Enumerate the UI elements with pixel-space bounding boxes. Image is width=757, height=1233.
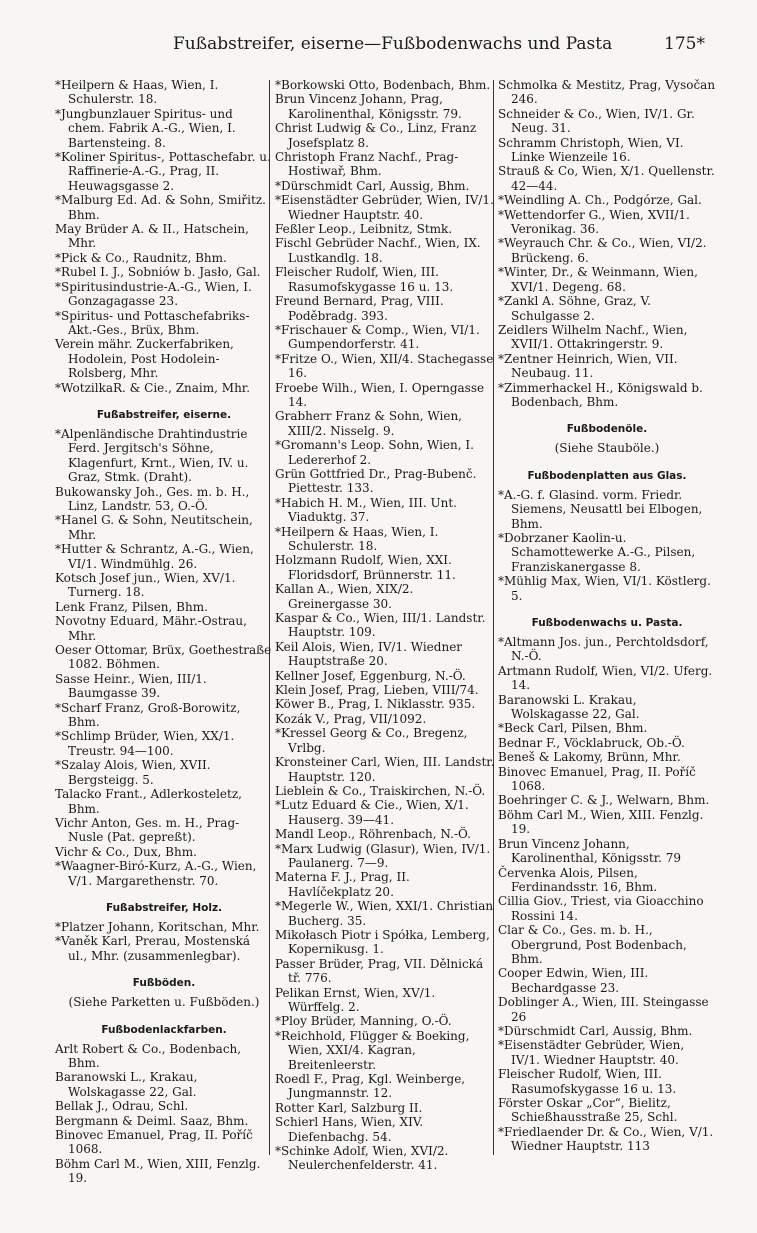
directory-entry (275, 496, 495, 525)
directory-entry (55, 571, 273, 600)
entry-text: Talacko Frant., Adlerkosteletz, Bhm. (55, 787, 242, 816)
directory-entry (498, 381, 716, 410)
entry-text: *Altmann Jos. jun., Perchtoldsdorf, N.-Ö. (498, 635, 709, 664)
entry-text: Verein mähr. Zuckerfabriken, Hodolein, Post Hodolein-Rolsberg, Mhr. (55, 337, 234, 381)
entry-text: *Fritze O., Wien, XII/4. Stachegasse 16. (275, 351, 494, 381)
directory-entry (498, 78, 716, 107)
directory-entry (55, 845, 273, 859)
entry-text: Vichr & Co., Dux, Bhm. (55, 844, 197, 859)
entry-text: *Mühlig Max, Wien, VI/1. Köstlerg. 5. (498, 574, 711, 603)
entry-list (55, 920, 273, 963)
entry-text: *Spiritus- und Pottaschefabriks-Akt.-Ges., Brüx, Bhm. (55, 308, 250, 337)
entry-text: *Zimmerhackel H., Königswald b. Bodenbach, Bhm. (498, 380, 703, 409)
directory-entry (55, 1070, 273, 1099)
directory-entry (55, 251, 273, 265)
directory-entry (275, 798, 495, 827)
directory-entry (498, 793, 716, 807)
directory-entry (55, 427, 273, 485)
directory-entry (275, 352, 495, 381)
directory-entry (498, 866, 716, 895)
entry-text: Fleischer Rudolf, Wien, III. Rasumofskygasse 16 u. 13. (498, 1067, 677, 1096)
entry-text: Cillia Giov., Triest, via Gioacchino Rossini 14. (498, 894, 704, 923)
entry-text: Mikołasch Piotr i Spółka, Lemberg, Kopernikusg. 1. (275, 927, 490, 957)
directory-entry (275, 928, 495, 957)
entry-text: *WotzilkaR. & Cie., Znaim, Mhr. (55, 380, 251, 395)
directory-entry (275, 323, 495, 352)
page-number: 175* (664, 34, 705, 54)
directory-entry (498, 1096, 716, 1125)
directory-entry (275, 697, 495, 711)
directory-entry (498, 837, 716, 866)
entry-text: *Schinke Adolf, Wien, XVI/2. Neulerchenfelderstr. 41. (275, 1144, 449, 1173)
entry-text: Lenk Franz, Pilsen, Bhm. (55, 599, 208, 614)
directory-entry (275, 1014, 495, 1028)
entry-text: Holzmann Rudolf, Wien, XXI. Floridsdorf, Brünnerstr. 11. (275, 553, 456, 582)
entry-text: Artmann Rudolf, Wien, VI/2. Uferg. 14. (498, 663, 713, 693)
directory-entry (498, 531, 716, 574)
entry-text: *Dürschmidt Carl, Aussig, Bhm. (275, 178, 470, 193)
entry-text: *Lutz Eduard & Cie., Wien, X/1. Hauserg. 39—41. (275, 798, 469, 827)
directory-entry (55, 816, 273, 845)
entry-text: *Weindling A. Ch., Podgórze, Gal. (498, 193, 702, 208)
directory-entry (498, 208, 716, 237)
entry-text: *Vaněk Karl, Prerau, Mostenská ul., Mhr. (zusammenlegbar). (55, 934, 251, 963)
directory-entry (498, 265, 716, 294)
directory-section (498, 470, 716, 603)
entry-text: Arlt Robert & Co., Bodenbach, Bhm. (55, 1041, 242, 1070)
directory-entry (498, 136, 716, 165)
directory-entry (498, 1024, 716, 1038)
entry-list (498, 635, 716, 1154)
directory-entry (275, 121, 495, 150)
directory-entry (55, 222, 273, 251)
directory-entry (498, 236, 716, 265)
directory-section (55, 78, 273, 395)
entry-text: Lieblein & Co., Traiskirchen, N.-Ö. (275, 783, 486, 798)
entry-text: *Habich H. M., Wien, III. Unt. Viaduktg. 37. (275, 495, 457, 525)
directory-entry (498, 352, 716, 381)
entry-text: Beneš & Lakomy, Brünn, Mhr. (498, 750, 681, 765)
entry-list (55, 1042, 273, 1186)
entry-text: Baranowski L. Krakau, Wolskagasse 22, Gal. (498, 692, 640, 722)
directory-entry (55, 614, 273, 643)
entry-text: Bednar F., Vöcklabruck, Ob.-Ö. (498, 735, 685, 750)
entry-text: Binovec Emanuel, Prag, II. Poříč 1068. (55, 1128, 253, 1157)
directory-entry (498, 693, 716, 722)
entry-text: Schmolka & Mestitz, Prag, Vysočan 246. (498, 78, 716, 107)
directory-entry (498, 765, 716, 794)
entry-text: Clar & Co., Ges. m. b. H., Obergrund, Post Bodenbach, Bhm. (498, 923, 687, 966)
entry-text: Keil Alois, Wien, IV/1. Wiedner Hauptstraße 20. (275, 639, 463, 669)
entry-text: Böhm Carl M., Wien, XIII. Fenzlg. 19. (498, 807, 704, 837)
entry-text: Bukowansky Joh., Ges. m. b. H., Linz, Landstr. 53, O.-Ö. (55, 484, 250, 513)
directory-entry (275, 582, 495, 611)
column-1 (55, 78, 273, 1218)
cross-reference-note: (Siehe Parketten u. Fußböden.) (68, 995, 260, 1010)
directory-entry (498, 1125, 716, 1154)
directory-entry (55, 78, 273, 107)
entry-text: Bellak J., Odrau, Schl. (55, 1099, 189, 1114)
entry-text: *Pick & Co., Raudnitz, Bhm. (55, 250, 227, 265)
entry-text: Novotny Eduard, Mähr.-Ostrau, Mhr. (55, 614, 247, 643)
directory-entry (55, 1157, 273, 1186)
entry-text: Vichr Anton, Ges. m. H., Prag-Nusle (Pat. gepreßt). (55, 815, 240, 845)
column-3 (498, 78, 716, 1218)
directory-entry (498, 923, 716, 966)
entry-text: Sasse Heinr., Wien, III/1. Baumgasse 39. (55, 671, 207, 701)
directory-entry (498, 736, 716, 750)
entry-text: Christ Ludwig & Co., Linz, Franz Josefsplatz 8. (275, 121, 477, 150)
entry-text: *Heilpern & Haas, Wien, I. Schulerstr. 18. (55, 78, 219, 107)
directory-entry (275, 726, 495, 755)
directory-entry (275, 409, 495, 438)
directory-entry (55, 309, 273, 338)
directory-entry (55, 337, 273, 380)
directory-entry (275, 381, 495, 410)
directory-entry (55, 600, 273, 614)
entry-text: *A.-G. f. Glasind. vorm. Friedr. Siemens, Neusattl bei Elbogen, Bhm. (498, 487, 703, 531)
entry-list (498, 78, 716, 409)
section-heading: Fußabstreifer, Holz. (105, 901, 223, 914)
entry-text: Materna F. J., Prag, II. Havlíčekplatz 20. (275, 870, 410, 899)
directory-entry (275, 222, 495, 236)
entry-text: Froebe Wilh., Wien, I. Operngasse 14. (275, 380, 485, 409)
directory-entry (275, 755, 495, 784)
directory-entry (55, 107, 273, 150)
directory-entry (55, 513, 273, 542)
entry-text: Roedl F., Prag, Kgl. Weinberge, Jungmannstr. 12. (275, 1072, 466, 1101)
entry-text: Köwer B., Prag, I. Niklasstr. 935. (275, 697, 476, 712)
directory-entry (275, 683, 495, 697)
directory-entry (275, 669, 495, 683)
section-heading: Fußabstreifer, eiserne. (96, 408, 232, 421)
entry-text: *Ploy Brüder, Manning, O.-Ö. (275, 1014, 452, 1029)
entry-text: Brun Vincenz Johann, Prag, Karolinenthal, Königsstr. 79. (275, 92, 462, 121)
directory-entry (498, 808, 716, 837)
entry-text: Kotsch Josef jun., Wien, XV/1. Turnerg. 18. (55, 571, 236, 600)
directory-entry (55, 643, 273, 672)
directory-entry (55, 787, 273, 816)
entry-text: *Waagner-Biró-Kurz, A.-G., Wien, V/1. Margarethenstr. 70. (55, 859, 257, 888)
directory-entry (275, 525, 495, 554)
entry-text: *Spiritusindustrie-A.-G., Wien, I. Gonzagagasse 23. (55, 279, 252, 309)
directory-entry (275, 467, 495, 496)
directory-section (55, 977, 273, 1009)
directory-section (498, 617, 716, 1154)
directory-entry (55, 150, 273, 193)
entry-text: Grün Gottfried Dr., Prag-Bubenč. Piettestr. 133. (275, 466, 477, 496)
directory-entry (498, 193, 716, 207)
entry-text: *Jungbunzlauer Spiritus- und chem. Fabrik A.-G., Wien, I. Bartensteing. 8. (55, 106, 236, 150)
entry-text: *Zankl A. Söhne, Graz, V. Schulgasse 2. (498, 294, 651, 323)
directory-entry (275, 78, 495, 92)
directory-entry (498, 966, 716, 995)
directory-entry (275, 712, 495, 726)
entry-text: Förster Oskar „Cor“, Bielitz, Schießhausstraße 25, Schl. (498, 1096, 678, 1125)
directory-entry (498, 1038, 716, 1067)
directory-entry (275, 1101, 495, 1115)
directory-entry (498, 894, 716, 923)
directory-entry (275, 236, 495, 265)
directory-entry (275, 870, 495, 899)
entry-text: *Scharf Franz, Groß-Borowitz, Bhm. (55, 700, 241, 730)
entry-text: May Brüder A. & II., Hatschein, Mhr. (55, 222, 249, 251)
section-heading: Fußbodenlackfarben. (101, 1023, 227, 1036)
entry-text: Fischl Gebrüder Nachf., Wien, IX. Lustkandlg. 18. (275, 236, 481, 265)
section-heading: Fußböden. (132, 977, 196, 990)
entry-list (275, 78, 495, 1173)
entry-text: *Platzer Johann, Koritschan, Mhr. (55, 919, 260, 934)
entry-text: *Hanel G. & Sohn, Neutitschein, Mhr. (55, 513, 253, 542)
section-heading: Fußbodenplatten aus Glas. (527, 469, 687, 482)
entry-text: Schramm Christoph, Wien, VI. Linke Wienzeile 16. (498, 135, 684, 165)
directory-entry (55, 758, 273, 787)
directory-entry (275, 1144, 495, 1173)
directory-entry (275, 957, 495, 986)
directory-entry (275, 784, 495, 798)
entry-text: Kallan A., Wien, XIX/2. Greinergasse 30. (275, 582, 414, 611)
entry-text: *Friedlaender Dr. & Co., Wien, V/1. Wiedner Hauptstr. 113 (498, 1124, 714, 1154)
entry-text: Pelikan Ernst, Wien, XV/1. Würffelg. 2. (275, 985, 436, 1014)
running-header (55, 34, 705, 58)
entry-text: *Borkowski Otto, Bodenbach, Bhm. (275, 78, 491, 92)
directory-entry (55, 1042, 273, 1071)
directory-entry (498, 574, 716, 603)
entry-text: *Eisenstädter Gebrüder, Wien, IV/1. Wiedner Hauptstr. 40. (498, 1038, 685, 1067)
directory-entry (275, 92, 495, 121)
directory-entry (55, 859, 273, 888)
entry-text: *Rubel I. J., Sobniów b. Jasło, Gal. (55, 265, 261, 280)
directory-section (55, 409, 273, 888)
entry-text: *Koliner Spiritus-, Pottaschefabr. u. Raffinerie-A.-G., Prag, II. Heuwagsgasse 2. (55, 150, 271, 193)
entry-text: *Malburg Ed. Ad. & Sohn, Smiřitz. Bhm. (55, 193, 266, 222)
entry-text: *Zentner Heinrich, Wien, VII. Neubaug. 11. (498, 351, 678, 381)
entry-text: *Hutter & Schrantz, A.-G., Wien, VI/1. Windmühlg. 26. (55, 542, 254, 571)
directory-section (55, 1024, 273, 1186)
entry-text: *Dobrzaner Kaolin-u. Schamottewerke A.-G., Pilsen, Franziskanergasse 8. (498, 530, 696, 574)
entry-text: Doblinger A., Wien, III. Steingasse 26 (498, 995, 709, 1024)
directory-entry (498, 664, 716, 693)
directory-section (275, 78, 495, 1173)
entry-text: *Frischauer & Comp., Wien, VI/1. Gumpendorferstr. 41. (275, 322, 480, 352)
entry-text: *Heilpern & Haas, Wien, I. Schulerstr. 18. (275, 524, 439, 553)
entry-text: *Eisenstädter Gebrüder, Wien, IV/1. Wiedner Hauptstr. 40. (275, 193, 494, 222)
entry-text: Kellner Josef, Eggenburg, N.-Ö. (275, 668, 466, 683)
directory-entry (498, 1067, 716, 1096)
entry-text: Schierl Hans, Wien, XIV. Diefenbachg. 54. (275, 1115, 424, 1144)
directory-entry (275, 193, 495, 222)
directory-entry (498, 323, 716, 352)
entry-text: *Szalay Alois, Wien, XVII. Bergsteigg. 5. (55, 758, 211, 787)
entry-text: *Dürschmidt Carl, Aussig, Bhm. (498, 1023, 693, 1038)
directory-entry (498, 995, 716, 1024)
entry-text: *Weyrauch Chr. & Co., Wien, VI/2. Brückeng. 6. (498, 236, 707, 265)
entry-text: Passer Brüder, Prag, VII. Dělnická tř. 776. (275, 956, 484, 986)
directory-entry (275, 265, 495, 294)
directory-entry (55, 729, 273, 758)
entry-text: Freund Bernard, Prag, VIII. Poděbradg. 393. (275, 294, 444, 323)
entry-text: *Marx Ludwig (Glasur), Wien, IV/1. Paulanerg. 7—9. (275, 841, 491, 870)
directory-entry (55, 1114, 273, 1128)
entry-text: *Reichhold, Flügger & Boeking, Wien, XXI/4. Kagran, Breitenleerstr. (275, 1028, 470, 1072)
directory-entry (55, 193, 273, 222)
cross-reference-note: (Siehe Stauböle.) (554, 441, 660, 456)
directory-entry (275, 150, 495, 179)
directory-section (498, 78, 716, 409)
entry-text: Cooper Edwin, Wien, III. Bechardgasse 23. (498, 966, 649, 995)
entry-text: Grabherr Franz & Sohn, Wien, XIII/2. Nisselg. 9. (275, 409, 462, 438)
directory-entry (55, 920, 273, 934)
entry-text: Feßler Leop., Leibnitz, Stmk. (275, 222, 453, 237)
entry-text: Bergmann & Deiml. Saaz, Bhm. (55, 1113, 249, 1128)
entry-text: Mandl Leop., Röhrenbach, N.-Ö. (275, 827, 471, 842)
directory-entry (275, 553, 495, 582)
section-heading: Fußbodenöle. (566, 423, 648, 436)
directory-entry (55, 1099, 273, 1113)
directory-entry (275, 986, 495, 1015)
entry-list (55, 78, 273, 395)
entry-text: Brun Vincenz Johann, Karolinenthal, Königsstr. 79 (498, 836, 682, 866)
entry-text: Boehringer C. & J., Welwarn, Bhm. (498, 793, 710, 808)
entry-list (498, 488, 716, 603)
directory-entry (55, 672, 273, 701)
entry-text: Klein Josef, Prag, Lieben, VIII/74. (275, 683, 479, 698)
entry-text: Červenka Alois, Pilsen, Ferdinandsstr. 16, Bhm. (498, 865, 658, 894)
directory-entry (55, 381, 273, 395)
entry-text: Fleischer Rudolf, Wien, III. Rasumofskygasse 16 u. 13. (275, 265, 454, 294)
directory-entry (55, 934, 273, 963)
directory-entry (55, 280, 273, 309)
directory-entry (498, 107, 716, 136)
entry-text: *Wettendorfer G., Wien, XVII/1. Veronikag. 36. (498, 207, 690, 237)
entry-text: Rotter Karl, Salzburg II. (275, 1100, 423, 1115)
entry-text: *Winter, Dr., & Weinmann, Wien, XVI/1. Degeng. 68. (498, 265, 698, 294)
entry-text: Kaspar & Co., Wien, III/1. Landstr. Hauptstr. 109. (275, 611, 486, 640)
entry-text: Schneider & Co., Wien, IV/1. Gr. Neug. 31. (498, 106, 695, 136)
entry-text: Oeser Ottomar, Brüx, Goethestraße 1082. Böhmen. (55, 643, 272, 672)
entry-text: Kronsteiner Carl, Wien, III. Landstr. Hauptstr. 120. (275, 755, 495, 784)
directory-entry (275, 179, 495, 193)
entry-text: *Schlimp Brüder, Wien, XX/1. Treustr. 94—100. (55, 729, 235, 758)
directory-entry (498, 294, 716, 323)
directory-entry (275, 640, 495, 669)
entry-text: *Megerle W., Wien, XXI/1. Christian Bucherg. 35. (275, 899, 494, 928)
directory-entry (275, 294, 495, 323)
column-2 (275, 78, 495, 1218)
directory-entry (498, 488, 716, 531)
directory-section (498, 423, 716, 455)
directory-entry (275, 438, 495, 467)
directory-entry (498, 750, 716, 764)
directory-entry (275, 899, 495, 928)
directory-entry (275, 1115, 495, 1144)
directory-entry (55, 1128, 273, 1157)
directory-entry (55, 485, 273, 514)
directory-entry (55, 542, 273, 571)
directory-entry (275, 827, 495, 841)
entry-text: Böhm Carl M., Wien, XIII, Fenzlg. 19. (55, 1156, 261, 1186)
entry-text: Kozák V., Prag, VII/1092. (275, 711, 427, 726)
entry-text: *Kressel Georg & Co., Bregenz, Vrlbg. (275, 726, 468, 755)
page-title: Fußabstreifer, eiserne—Fußbodenwachs und Pasta (173, 34, 613, 54)
directory-entry (275, 611, 495, 640)
directory-entry (275, 842, 495, 871)
entry-text: *Alpenländische Drahtindustrie Ferd. Jergitsch's Söhne, Klagenfurt, Krnt., Wien, IV. u. Graz, Stmk. (Draht). (55, 426, 249, 485)
section-heading: Fußbodenwachs u. Pasta. (531, 617, 683, 629)
entry-text: *Gromann's Leop. Sohn, Wien, I. Ledererhof 2. (275, 438, 474, 467)
directory-entry (498, 721, 716, 735)
directory-entry (498, 635, 716, 664)
entry-list (55, 427, 273, 888)
entry-text: Christoph Franz Nachf., Prag-Hostiwař, Bhm. (275, 150, 459, 179)
entry-text: *Beck Carl, Pilsen, Bhm. (498, 721, 648, 736)
entry-text: Binovec Emanuel, Prag, II. Poříč 1068. (498, 764, 696, 794)
directory-entry (275, 1029, 495, 1072)
entry-text: Zeidlers Wilhelm Nachf., Wien, XVII/1. Ottakringerstr. 9. (498, 322, 688, 352)
directory-section (55, 902, 273, 963)
directory-entry (498, 164, 716, 193)
directory-entry (55, 701, 273, 730)
entry-text: Strauß & Co, Wien, X/1. Quellenstr. 42—44. (498, 164, 715, 193)
directory-entry (275, 1072, 495, 1101)
entry-text: Baranowski L., Krakau, Wolskagasse 22, Gal. (55, 1070, 198, 1099)
directory-entry (55, 265, 273, 279)
